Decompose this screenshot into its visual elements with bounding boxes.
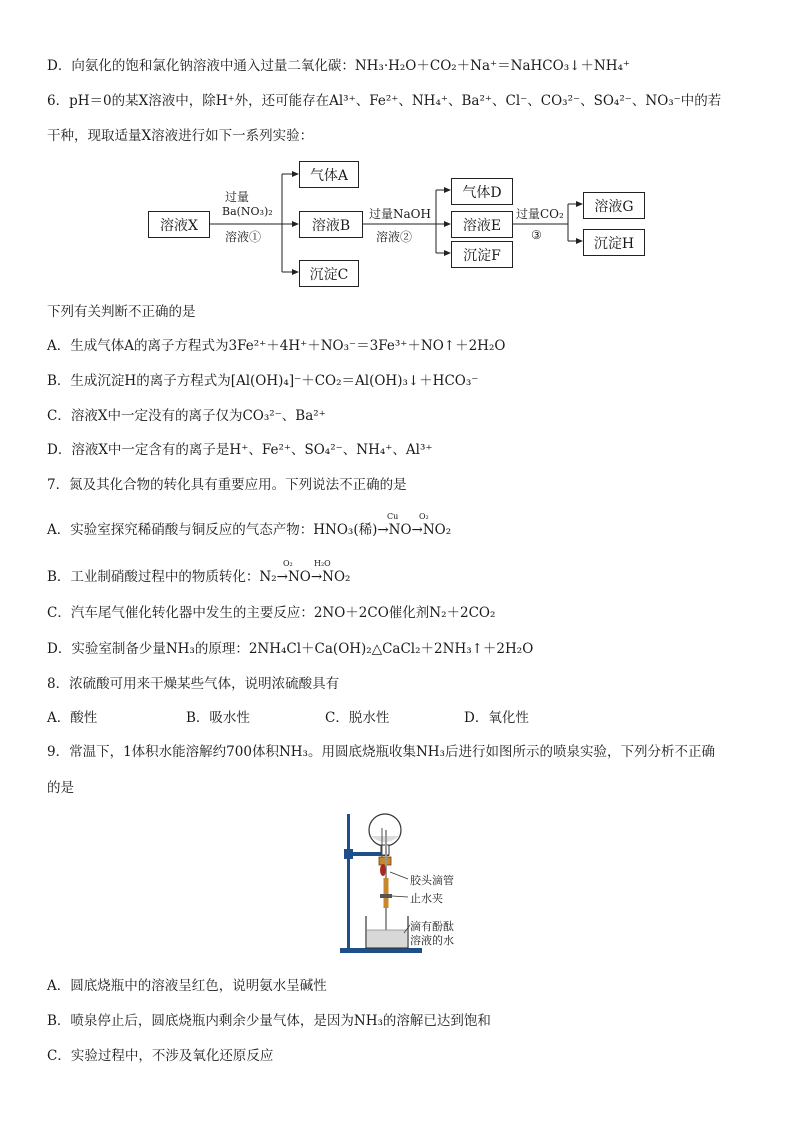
q9-option-a: A．圆底烧瓶中的溶液呈红色，说明氨水呈碱性 <box>47 978 327 994</box>
q7-option-b: B．工业制硝酸过程中的物质转化：N₂→NO→NO₂ <box>47 569 351 585</box>
q8-stem: 8．浓硫酸可用来干燥某些气体，说明浓硫酸具有 <box>47 676 340 692</box>
q9-stem-line1: 9．常温下，1体积水能溶解约700体积NH₃。用圆底烧瓶收集NH₃后进行如图所示的喷泉实验，下列分析不正确 <box>47 744 715 760</box>
box-precipitate-h: 沉淀H <box>583 229 645 256</box>
box-solution-e: 溶液E <box>451 211 513 238</box>
q5-option-d: D．向氨化的饱和氯化钠溶液中通入过量二氧化碳：NH₃·H₂O＋CO₂＋Na⁺＝NaHCO₃↓＋NH₄⁺ <box>47 58 631 74</box>
box-solution-x: 溶液X <box>148 211 210 238</box>
q7-option-a: A．实验室探究稀硝酸与铜反应的气态产物：HNO₃(稀)→NO→NO₂ <box>47 522 452 538</box>
label-water-1: 滴有酚酞 <box>410 920 454 933</box>
q8-options <box>47 709 603 727</box>
q8-option-b: B．吸水性 <box>186 710 250 726</box>
q8-option-c: C．脱水性 <box>325 710 390 726</box>
q8-option-d: D．氧化性 <box>464 710 529 726</box>
reagent2-label-b: 溶液② <box>376 230 413 244</box>
q9-option-b: B．喷泉停止后，圆底烧瓶内剩余少量气体，是因为NH₃的溶解已达到饱和 <box>47 1013 491 1029</box>
reagent1-label-a: 过量 <box>225 190 250 204</box>
label-dropper: 胶头滴管 <box>410 874 454 887</box>
box-solution-g: 溶液G <box>583 192 645 219</box>
label-clamp: 止水夹 <box>410 892 443 905</box>
box-precipitate-c: 沉淀C <box>299 260 359 287</box>
q7a-over-arrow-2: O₂ <box>419 512 429 521</box>
q6-question: 下列有关判断不正确的是 <box>47 304 196 320</box>
reagent2-label-a: 过量NaOH <box>369 207 431 221</box>
flow-arrows <box>0 0 794 300</box>
q6-option-c: C．溶液X中一定没有的离子仅为CO₃²⁻、Ba²⁺ <box>47 408 326 424</box>
q6-option-b: B．生成沉淀H的离子方程式为[Al(OH)₄]⁻＋CO₂＝Al(OH)₃↓＋HCO₃⁻ <box>47 373 479 389</box>
q7-option-d: D．实验室制备少量NH₃的原理：2NH₄Cl＋Ca(OH)₂△CaCl₂＋2NH₃↑＋2H₂O <box>47 641 534 657</box>
reagent1-label-c: 溶液① <box>225 230 262 244</box>
q7b-over-arrow-2: H₂O <box>314 559 331 568</box>
q6-option-a: A．生成气体A的离子方程式为3Fe²⁺＋4H⁺＋NO₃⁻＝3Fe³⁺＋NO↑＋2H₂O <box>47 338 506 354</box>
q6-option-d: D．溶液X中一定含有的离子是H⁺、Fe²⁺、SO₄²⁻、NH₄⁺、Al³⁺ <box>47 442 433 458</box>
box-solution-b: 溶液B <box>299 211 363 238</box>
reagent1-label-b: Ba(NO₃)₂ <box>222 205 273 218</box>
box-gas-a: 气体A <box>299 161 359 188</box>
q6-stem-line1: 6．pH＝0的某X溶液中，除H⁺外，还可能存在Al³⁺、Fe²⁺、NH₄⁺、Ba²⁺、Cl⁻、CO₃²⁻、SO₄²⁻、NO₃⁻中的若 <box>47 93 722 109</box>
reagent3-label-a: 过量CO₂ <box>516 207 564 221</box>
q9-stem-line2: 的是 <box>47 780 74 796</box>
box-gas-d: 气体D <box>451 178 513 205</box>
q7-option-c: C．汽车尾气催化转化器中发生的主要反应：2NO＋2CO催化剂N₂＋2CO₂ <box>47 605 496 621</box>
label-water-2: 溶液的水 <box>410 934 454 947</box>
q6-stem-line2: 干种，现取适量X溶液进行如下一系列实验： <box>47 128 314 144</box>
box-precipitate-f: 沉淀F <box>451 241 513 268</box>
q9-option-c: C．实验过程中，不涉及氧化还原反应 <box>47 1048 274 1064</box>
q7a-over-arrow-1: Cu <box>387 512 399 521</box>
q8-option-a: A．酸性 <box>47 710 98 726</box>
q7b-over-arrow-1: O₂ <box>283 559 293 568</box>
q7-stem: 7．氮及其化合物的转化具有重要应用。下列说法不正确的是 <box>47 477 407 493</box>
reagent3-label-b: ③ <box>531 228 542 242</box>
